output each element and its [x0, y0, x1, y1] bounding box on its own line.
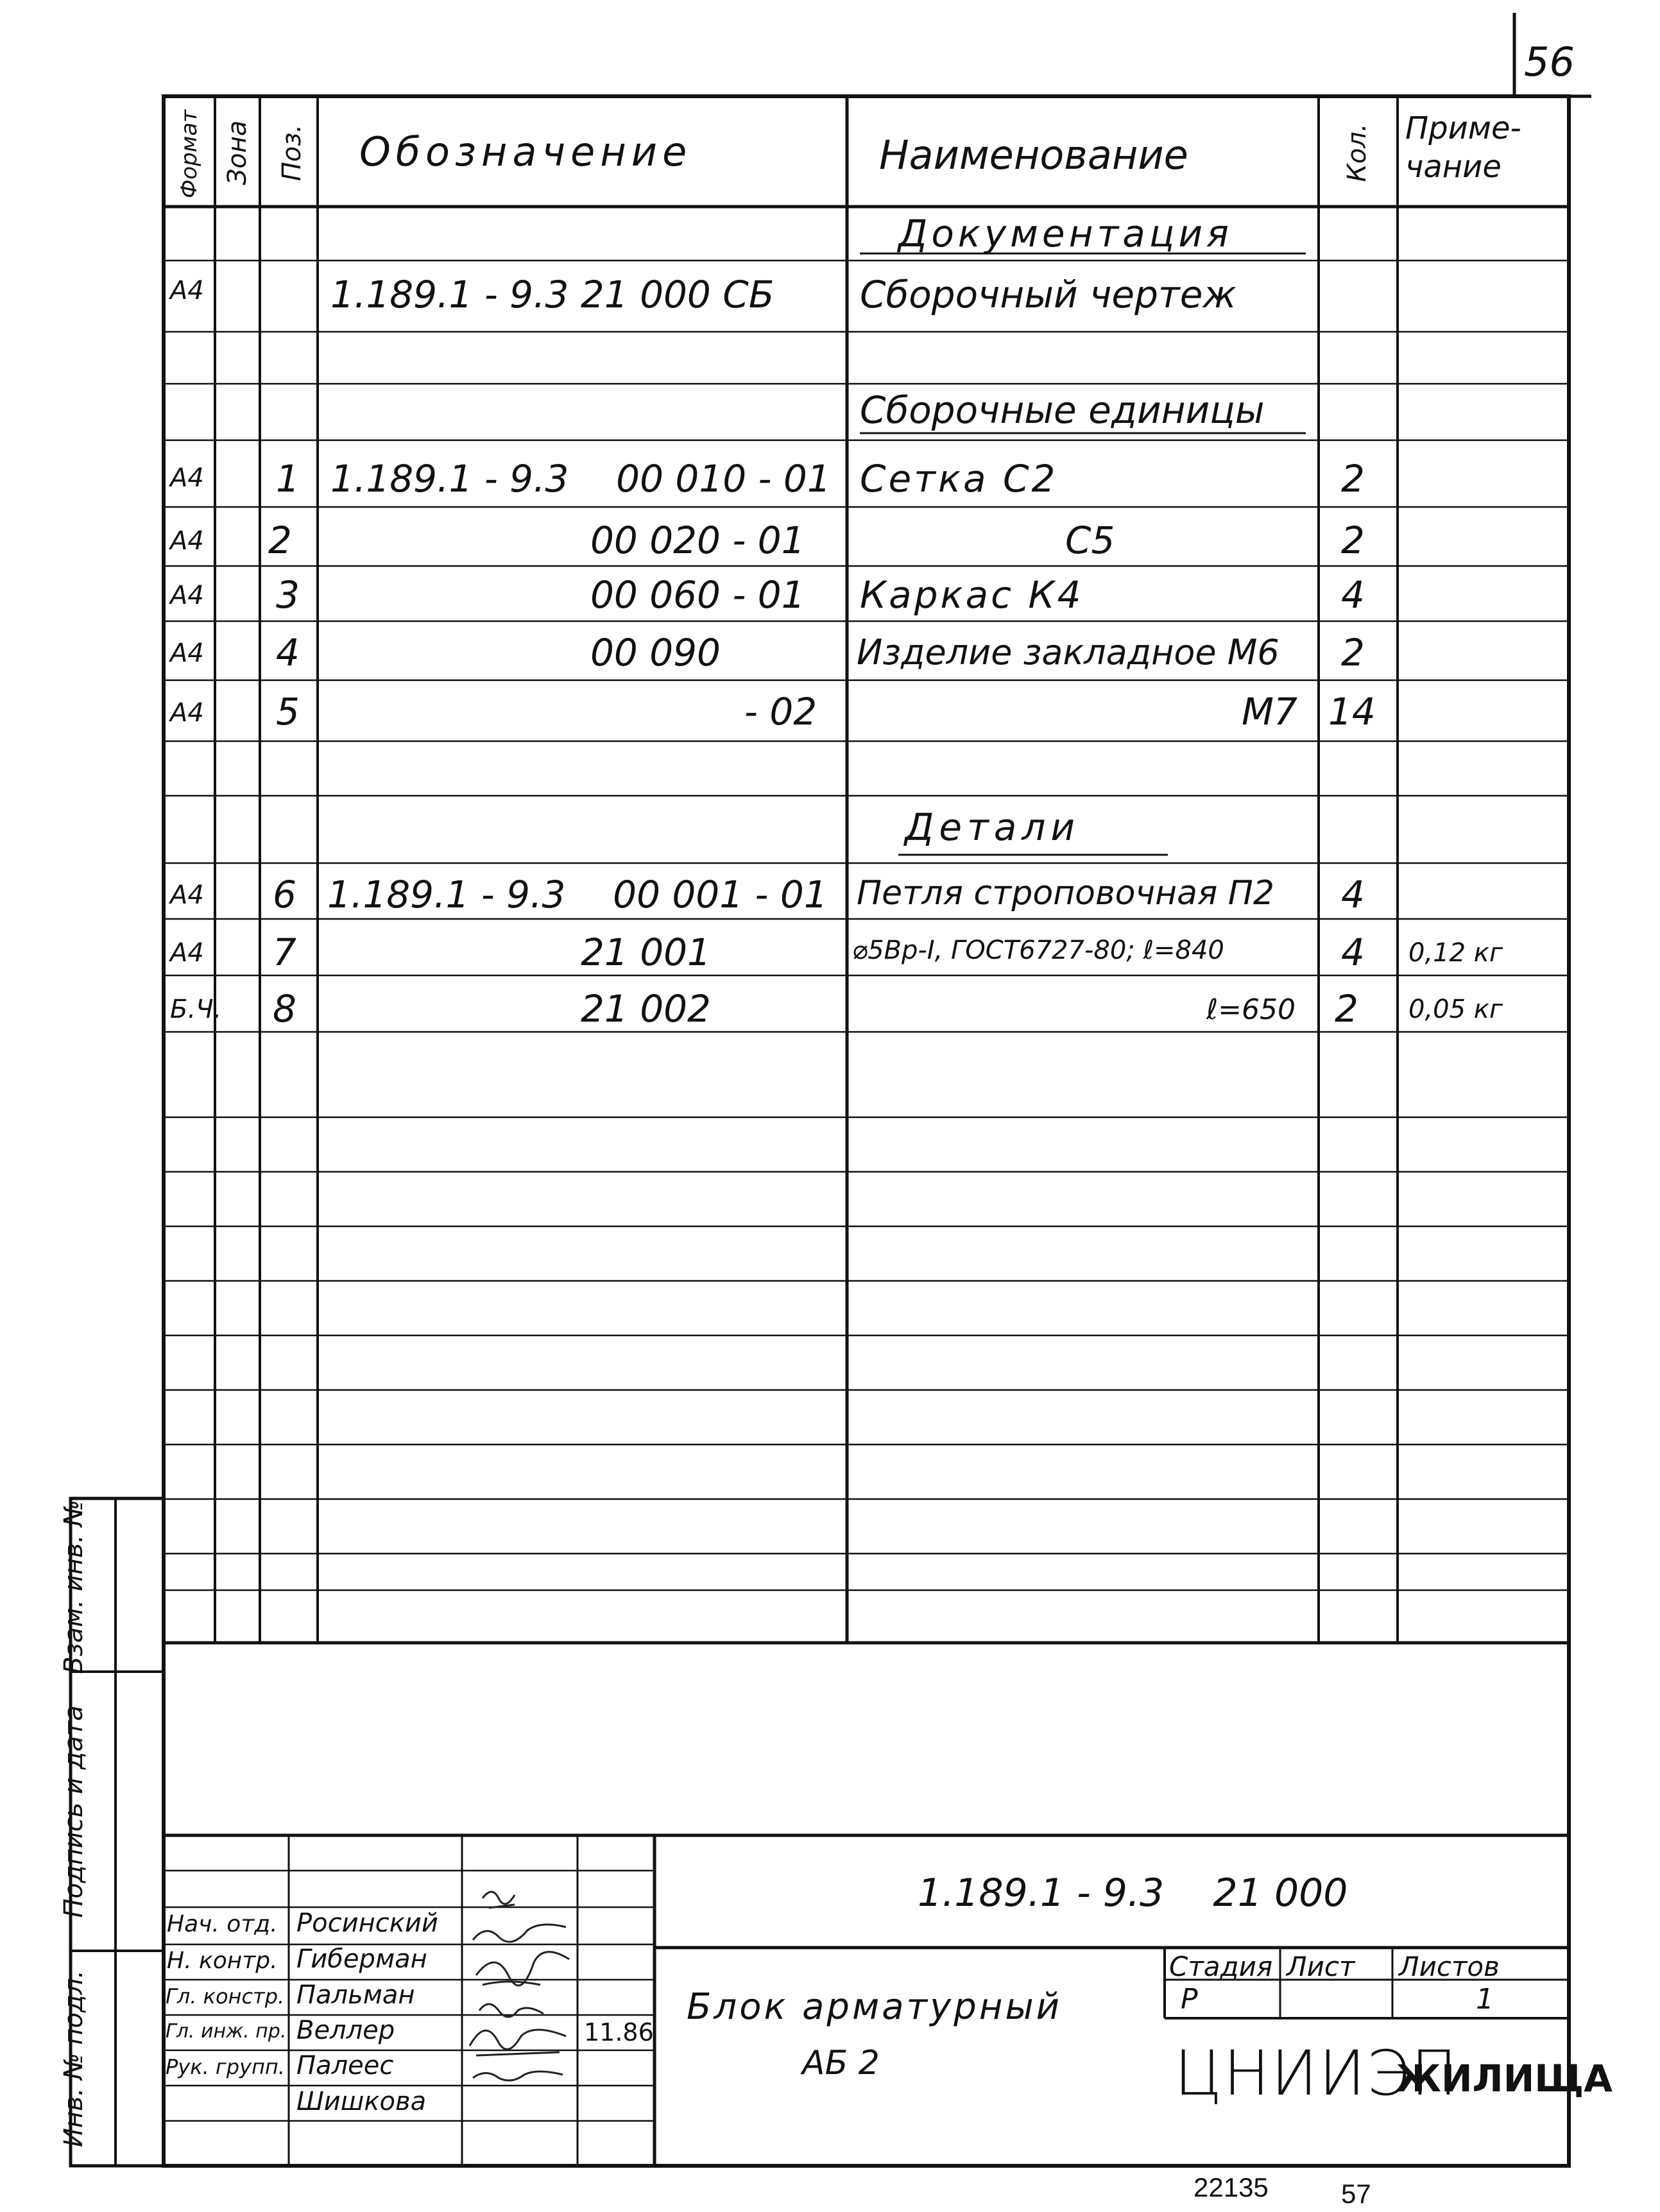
header-note: Приме- чание	[1405, 110, 1521, 185]
date: 11.86	[584, 2018, 654, 2046]
row-5-qty: 2	[1341, 519, 1365, 562]
role-3: Гл. констр.	[166, 1984, 285, 2009]
header-designation: Обозначение	[359, 128, 692, 175]
row-13-qty: 2	[1335, 987, 1358, 1031]
doc-number: 1.189.1 - 9.3 21 000	[918, 1871, 1348, 1916]
org-suffix: ЖИЛИЩА	[1396, 2057, 1613, 2100]
row-13-name: ℓ=650	[1206, 993, 1296, 1026]
row-12-designation: 21 001	[581, 930, 711, 974]
row-11-designation: 1.189.1 - 9.3 00 001 - 01	[327, 873, 828, 916]
row-12-qty: 4	[1341, 930, 1365, 974]
row-8-designation: - 02	[744, 690, 817, 733]
row-13-note: 0,05 кг	[1408, 995, 1503, 1024]
row-7-pos: 4	[276, 631, 300, 674]
row-13-pos: 8	[273, 987, 296, 1031]
header-zone: Зона	[223, 120, 252, 185]
person-1: Росинский	[296, 1908, 438, 1938]
row-6-format: А4	[170, 581, 204, 610]
row-11-name: Петля строповочная П2	[857, 874, 1274, 913]
row-6-name: Каркас К4	[860, 573, 1084, 617]
row-7-name: Изделие закладное М6	[857, 632, 1279, 673]
row-12-format: А4	[170, 938, 204, 968]
row-7-designation: 00 090	[590, 631, 721, 674]
section-assembly-units: Сборочные единицы	[860, 388, 1265, 432]
row-8-qty: 14	[1328, 690, 1376, 733]
row-1-name: Сборочный чертеж	[860, 273, 1236, 316]
stage-label: Стадия	[1169, 1951, 1273, 1982]
row-6-qty: 4	[1341, 573, 1365, 617]
stamp-inv-no: Инв. № подл.	[59, 1970, 89, 2147]
row-4-pos: 1	[276, 457, 300, 501]
row-12-name: ⌀5Вр-I, ГОСТ6727-80; ℓ=840	[852, 936, 1224, 965]
stamp-sign-date: Подпись и дата	[59, 1705, 89, 1918]
row-8-format: А4	[170, 698, 204, 728]
section-documentation: Документация	[898, 212, 1233, 255]
header-qty: Кол.	[1342, 123, 1372, 182]
title-line-2: АБ 2	[802, 2044, 880, 2082]
row-1-designation: 1.189.1 - 9.3 21 000 СБ	[330, 273, 774, 316]
row-4-name: Сетка С2	[860, 457, 1058, 501]
person-4: Веллер	[296, 2016, 395, 2045]
header-name: Наименование	[879, 132, 1188, 178]
signatures-image	[463, 1873, 576, 2084]
stage-value: Р	[1181, 1983, 1198, 2016]
row-12-pos: 7	[273, 930, 296, 974]
footer-page: 57	[1341, 2179, 1371, 2209]
sheets-value: 1	[1476, 1983, 1494, 2016]
person-3: Пальман	[296, 1980, 415, 2010]
footer-code: 22135	[1194, 2172, 1269, 2202]
person-6: Шишкова	[296, 2087, 427, 2116]
row-4-qty: 2	[1341, 457, 1365, 501]
row-11-pos: 6	[273, 873, 296, 916]
header-pos: Поз.	[277, 124, 307, 182]
row-8-pos: 5	[276, 690, 300, 733]
row-7-format: А4	[170, 639, 204, 668]
row-6-pos: 3	[276, 573, 300, 617]
row-5-designation: 00 020 - 01	[590, 519, 805, 562]
row-6-designation: 00 060 - 01	[590, 573, 805, 617]
title-line-1: Блок арматурный	[687, 1986, 1063, 2028]
row-5-pos: 2	[268, 519, 292, 562]
person-5: Палеес	[296, 2051, 394, 2080]
row-12-note: 0,12 кг	[1408, 938, 1503, 968]
sheets-label: Листов	[1399, 1951, 1500, 1982]
header-format: Формат	[176, 110, 202, 198]
role-2: Н. контр.	[167, 1948, 278, 1974]
row-11-qty: 4	[1341, 873, 1365, 916]
sheet-number-top: 56	[1524, 39, 1575, 85]
stamp-replace-inv: Взам. инв. №	[59, 1500, 89, 1674]
row-5-format: А4	[170, 526, 204, 556]
row-4-designation: 1.189.1 - 9.3 00 010 - 01	[330, 457, 831, 501]
row-8-name: М7	[1242, 690, 1297, 733]
row-1-format: А4	[170, 276, 204, 305]
row-7-qty: 2	[1341, 631, 1365, 674]
row-13-designation: 21 002	[581, 987, 711, 1031]
row-4-format: А4	[170, 463, 204, 493]
sheet-label: Лист	[1287, 1951, 1355, 1982]
role-5: Рук. групп.	[166, 2055, 285, 2079]
org-name: ЦНИИЭП	[1174, 2037, 1459, 2109]
row-13-format: Б.Ч.	[170, 995, 222, 1024]
person-2: Гиберман	[296, 1944, 427, 1974]
role-4: Гл. инж. пр.	[166, 2020, 287, 2043]
role-1: Нач. отд.	[167, 1911, 278, 1937]
row-5-name: С5	[1065, 519, 1115, 562]
row-11-format: А4	[170, 880, 204, 910]
section-parts: Детали	[905, 805, 1081, 849]
